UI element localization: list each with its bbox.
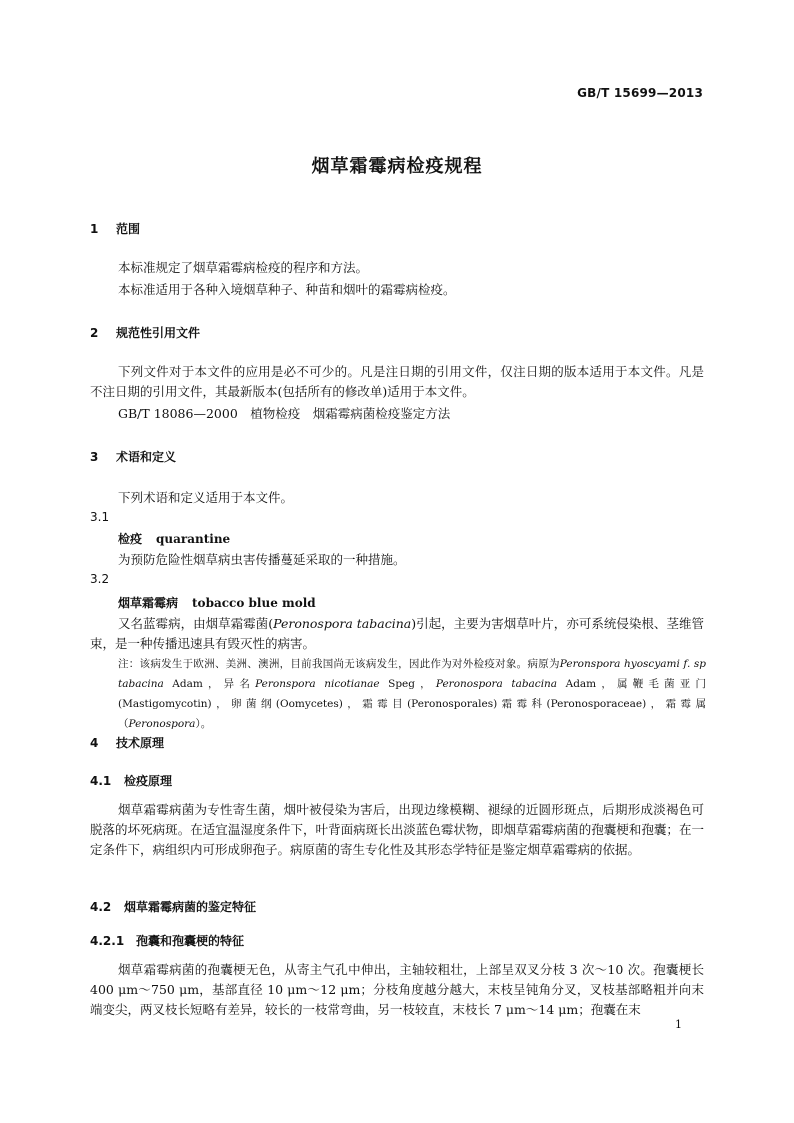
species-name: Peronspora nicotianae (255, 678, 380, 690)
paragraph: 烟草霜霉病菌为专性寄生菌，烟叶被侵染为害后，出现边缘模糊、褪绿的近圆形斑点，后期形成淡褐色可脱落的坏死病斑。在适宜温湿度条件下，叶背面病斑长出淡蓝色霉状物，即烟草霜霉病菌的孢囊梗和孢囊；在一定条件下，病组织内可形成卵孢子。病原菌的寄生专化性及其形态学特征是鉴定烟草霜霉病的依据。 (90, 802, 704, 857)
section-1-heading (90, 220, 140, 237)
section-4-heading (90, 734, 164, 751)
section-title: 孢囊和孢囊梗的特征 (136, 934, 245, 948)
definition-text: 又名蓝霉病，由烟草霜霉菌( (118, 616, 274, 631)
section-3-heading (90, 448, 176, 465)
document-title: 烟草霜霉病检疫规程 (311, 156, 483, 177)
paragraph: 本标准适用于各种入境烟草种子、种苗和烟叶的霜霉病检疫。 (118, 282, 456, 297)
definition-text: )引起，主要为害烟草叶片，亦可系统侵染根、茎维管束，是一种传播迅速具有毁灭性的病害。 (90, 616, 704, 651)
note-text: Adam，异名 (172, 678, 256, 690)
normative-reference: GB/T 18086—2000 植物检疫 烟霜霉病菌检疫鉴定方法 (118, 406, 451, 421)
term-heading (118, 594, 316, 611)
term-definition: 为预防危险性烟草病虫害传播蔓延采取的一种措施。 (118, 552, 406, 567)
note-text: Adam，属鞭毛菌亚门(Mastigomycotin)，卵菌纲(Oomycetes)，霜霉目(Peronosporales)霜霉科(Peronosporaceae)，霜霉属（ (118, 678, 706, 730)
species-name: Peronospora tabacina (435, 678, 558, 690)
page-number: 1 (675, 1018, 682, 1031)
note-text: Speg， (388, 678, 436, 690)
section-title: 规范性引用文件 (116, 326, 201, 340)
term-zh: 检疫 (118, 532, 143, 546)
section-title: 术语和定义 (116, 450, 177, 464)
standard-number: GB/T 15699—2013 (577, 86, 703, 100)
section-2-heading (90, 324, 200, 341)
term-number: 3.2 (90, 572, 110, 586)
genus-name: Peronospora (128, 718, 196, 730)
section-number: 3 (90, 450, 99, 464)
term-definition (90, 614, 704, 654)
paragraph: 本标准规定了烟草霜霉病检疫的程序和方法。 (118, 260, 369, 275)
paragraph: 烟草霜霉病菌的孢囊梗无色，从寄主气孔中伸出，主轴较粗壮，上部呈双叉分枝 3 次～10 次。孢囊梗长 400 μm～750 μm，基部直径 10 μm～12 μm；分枝角度越分越大，末枝呈钝角分叉，叉枝基部略粗并向末端变尖，两叉枝长短略有差异，较长的一枝常弯曲，另一枝较直，末枝长 7 μm～14 μm；孢囊在末 (90, 962, 704, 1017)
section-title: 范围 (116, 222, 141, 236)
section-number: 4.1 (90, 774, 112, 788)
section-title: 烟草霜霉病菌的鉴定特征 (124, 900, 257, 914)
subsection-4-2-1-heading (90, 932, 244, 949)
subsection-4-2-heading (90, 898, 256, 915)
subsection-4-1-heading (90, 772, 172, 789)
section-number: 4 (90, 736, 99, 750)
paragraph: 下列术语和定义适用于本文件。 (118, 490, 294, 505)
species-name: Peronospora tabacina (273, 616, 412, 631)
section-title: 技术原理 (116, 736, 165, 750)
term-zh: 烟草霜霉病 (118, 596, 179, 610)
note-text: 注：该病发生于欧洲、美洲、澳洲，目前我国尚无该病发生，因此作为对外检疫对象。病原为 (118, 658, 560, 670)
section-title: 检疫原理 (124, 774, 173, 788)
section-number: 4.2.1 (90, 934, 125, 948)
term-en: tobacco blue mold (192, 596, 316, 610)
section-number: 1 (90, 222, 99, 236)
term-note (118, 654, 706, 734)
term-en: quarantine (156, 532, 231, 546)
section-number: 2 (90, 326, 99, 340)
term-number: 3.1 (90, 510, 110, 524)
species-name: Peronspora hyoscyami f. sp tabacina (118, 658, 707, 690)
term-heading (118, 530, 230, 547)
note-text: ）。 (195, 718, 212, 730)
section-number: 4.2 (90, 900, 112, 914)
paragraph: 下列文件对于本文件的应用是必不可少的。凡是注日期的引用文件，仅注日期的版本适用于本文件。凡是不注日期的引用文件，其最新版本(包括所有的修改单)适用于本文件。 (90, 364, 704, 399)
